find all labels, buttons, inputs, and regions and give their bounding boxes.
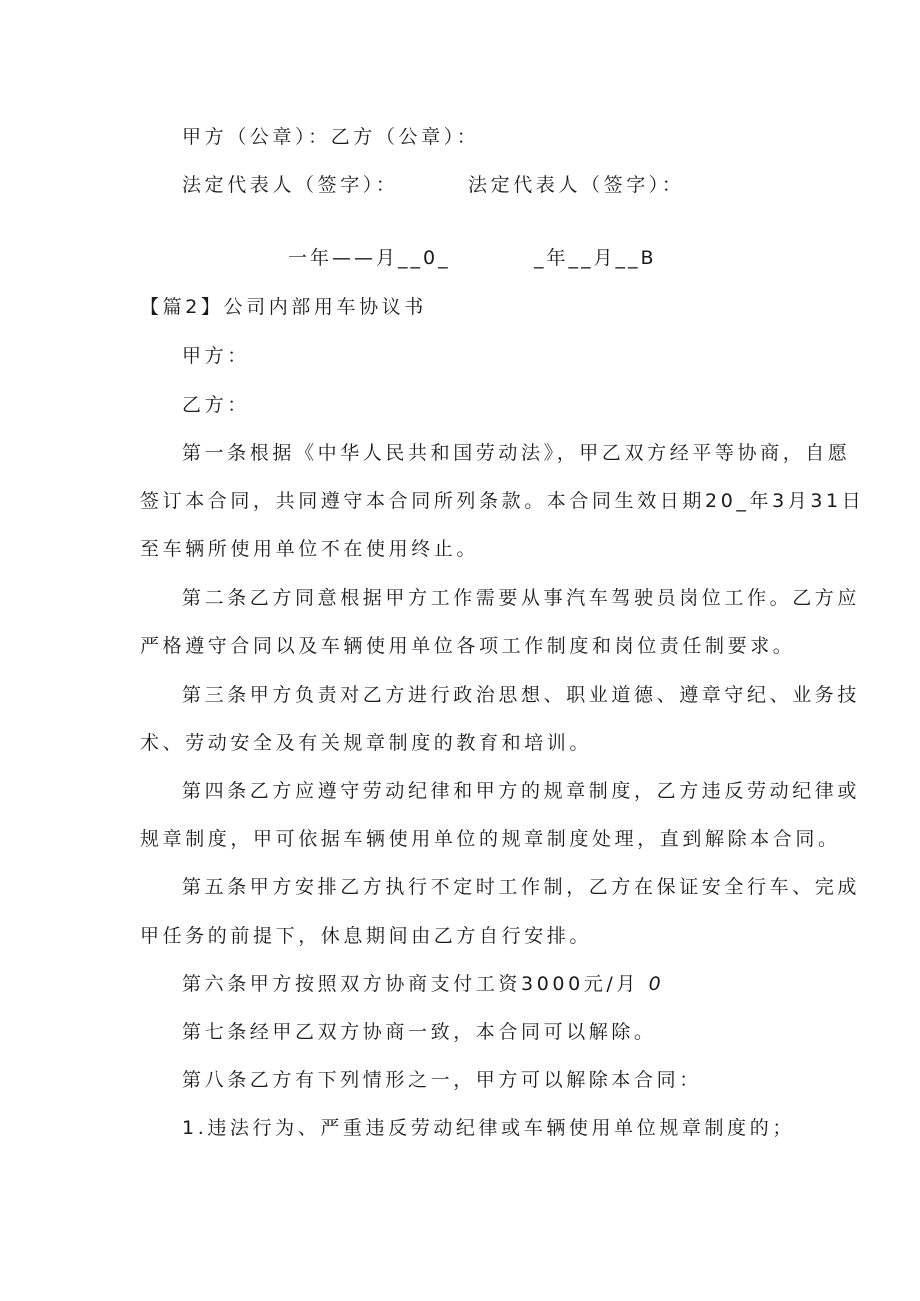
legal-rep-b: 法定代表人（签字）： (468, 174, 685, 196)
party-a-label: 甲方： (182, 345, 250, 367)
article6-text: 第六条甲方按照双方协商支付工资3000元/月 (182, 973, 639, 995)
article4-line2: 规章制度，甲可依据车辆使用单位的规章制度处理，直到解除本合同。 (140, 828, 841, 850)
article1-line3: 至车辆所使用单位不在使用终止。 (140, 538, 480, 560)
article4-line1: 第四条乙方应遵守劳动纪律和甲方的规章制度，乙方违反劳动纪律或 (182, 780, 861, 802)
article5-line1: 第五条甲方安排乙方执行不定时工作制，乙方在保证安全行车、完成 (182, 876, 861, 898)
legal-rep-a: 法定代表人（签字）： (182, 174, 399, 196)
article5-line2: 甲任务的前提下，休息期间由乙方自行安排。 (140, 925, 593, 947)
article8: 第八条乙方有下列情形之一，甲方可以解除本合同： (182, 1069, 702, 1091)
article7: 第七条经甲乙双方协商一致，本合同可以解除。 (182, 1021, 657, 1043)
article1-line2: 签订本合同，共同遵守本合同所列条款。本合同生效日期20_年3月31日 (140, 490, 865, 512)
signature-parties-line: 甲方（公章）：乙方（公章）： (182, 126, 480, 148)
party-b-label: 乙方： (182, 394, 250, 416)
date-b-text: _年__月__B (534, 247, 657, 269)
section-title: 【篇2】公司内部用车协议书 (140, 296, 427, 318)
date-a (288, 249, 451, 268)
article6-suffix: 0 (648, 973, 665, 995)
article3-line1: 第三条甲方负责对乙方进行政治思想、职业道德、遵章守纪、业务技 (182, 684, 861, 706)
article2-line2: 严格遵守合同以及车辆使用单位各项工作制度和岗位责任制要求。 (140, 635, 796, 657)
article1-line1: 第一条根据《中华人民共和国劳动法》，甲乙双方经平等协商，自愿 (182, 442, 851, 464)
clause-item-1: 1.违法行为、严重违反劳动纪律或车辆使用单位规章制度的； (182, 1117, 795, 1139)
article3-line2: 术、劳动安全及有关规章制度的教育和培训。 (140, 732, 593, 754)
date-b (534, 249, 657, 268)
article2-line1: 第二条乙方同意根据甲方工作需要从事汽车驾驶员岗位工作。乙方应 (182, 587, 861, 609)
date-a-text: 一年——月__0_ (288, 247, 451, 269)
article6 (182, 975, 664, 994)
